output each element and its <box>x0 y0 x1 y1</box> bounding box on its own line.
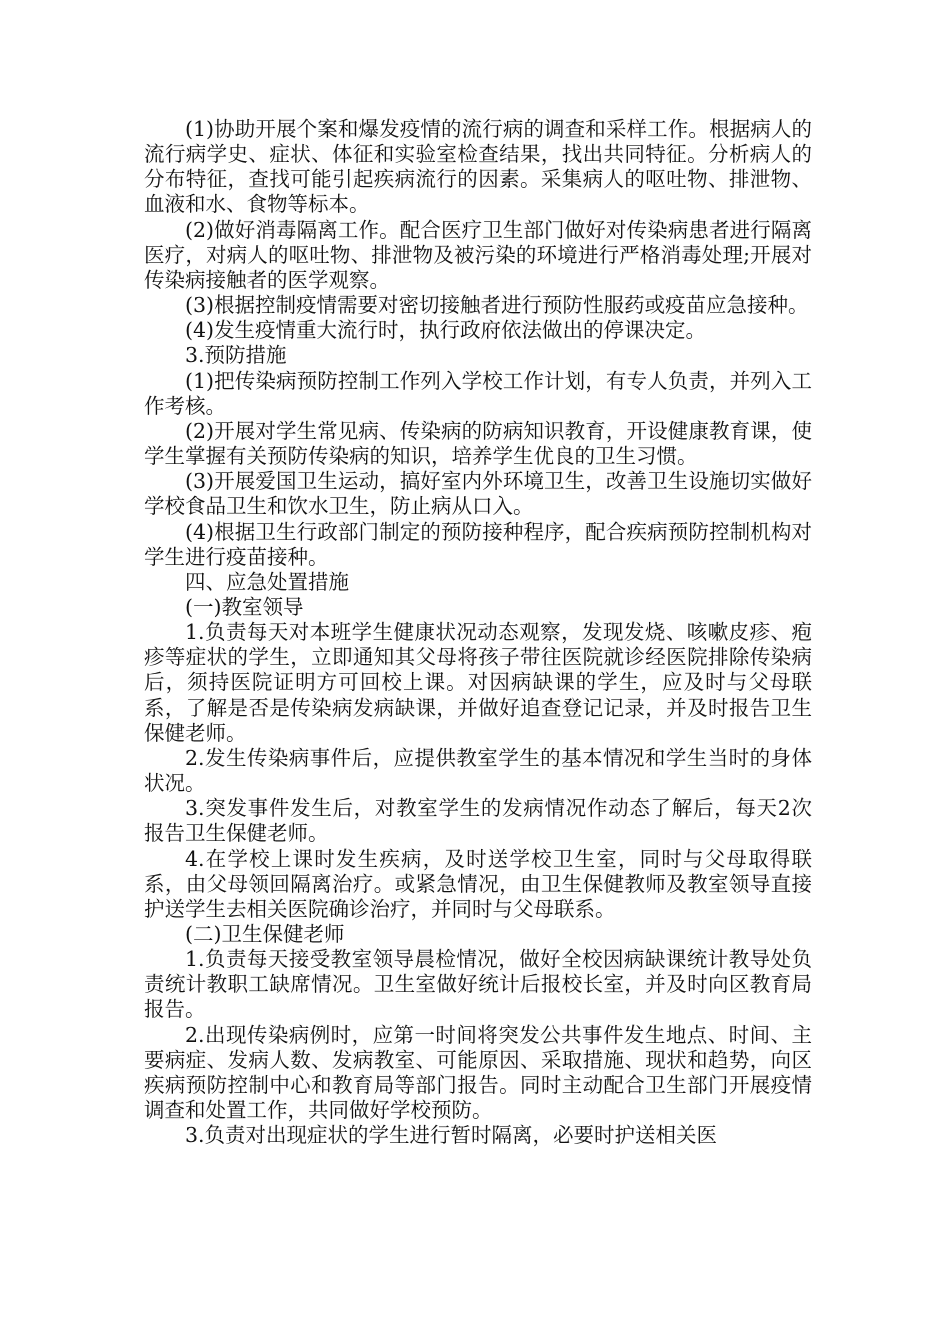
paragraph: 2.发生传染病事件后，应提供教室学生的基本情况和学生当时的身体状况。 <box>144 745 812 796</box>
paragraph: 2.出现传染病例时，应第一时间将突发公共事件发生地点、时间、主要病症、发病人数、发病教室、可能原因、采取措施、现状和趋势，向区疾病预防控制中心和教育局等部门报告。同时主动配合卫生部门开展疫情调查和处置工作，共同做好学校预防。 <box>144 1022 812 1123</box>
subsection-heading: (一)教室领导 <box>185 594 304 619</box>
paragraph: 4.在学校上课时发生疾病，及时送学校卫生室，同时与父母取得联系，由父母领回隔离治疗。或紧急情况，由卫生保健教师及教室领导直接护送学生去相关医院确诊治疗，并同时与父母联系。 <box>144 846 812 921</box>
paragraph: (3)根据控制疫情需要对密切接触者进行预防性服药或疫苗应急接种。 <box>185 293 809 318</box>
paragraph: 1.负责每天对本班学生健康状况动态观察，发现发烧、咳嗽皮疹、疱疹等症状的学生，立即通知其父母将孩子带往医院就诊经医院排除传染病后，须持医院证明方可回校上课。对因病缺课的学生，应及时与父母联系，了解是否是传染病发病缺课，并做好追查登记记录，并及时报告卫生保健老师。 <box>144 620 812 745</box>
document-page <box>144 117 812 1148</box>
paragraph: (1)协助开展个案和爆发疫情的流行病的调查和采样工作。根据病人的流行病学史、症状、体征和实验室检查结果，找出共同特征。分析病人的分布特征，查找可能引起疾病流行的因素。采集病人的呕吐物、排泄物、血液和水、食物等标本。 <box>144 117 812 217</box>
paragraph: (3)开展爱国卫生运动，搞好室内外环境卫生，改善卫生设施切实做好学校食品卫生和饮水卫生，防止病从口入。 <box>144 469 812 519</box>
paragraph: (1)把传染病预防控制工作列入学校工作计划，有专人负责，并列入工作考核。 <box>144 368 812 418</box>
subsection-heading: (二)卫生保健老师 <box>185 922 345 946</box>
paragraph: (4)发生疫情重大流行时，执行政府依法做出的停课决定。 <box>185 318 707 343</box>
section-heading: 3.预防措施 <box>185 343 287 368</box>
paragraph: (2)做好消毒隔离工作。配合医疗卫生部门做好对传染病患者进行隔离医疗，对病人的呕吐物、排泄物及被污染的环境进行严格消毒处理;开展对传染病接触者的医学观察。 <box>144 217 812 292</box>
paragraph: (4)根据卫生行政部门制定的预防接种程序，配合疾病预防控制机构对学生进行疫苗接种。 <box>144 519 812 569</box>
paragraph: 1.负责每天接受教室领导晨检情况，做好全校因病缺课统计教导处负责统计教职工缺席情况。卫生室做好统计后报校长室，并及时向区教育局报告。 <box>144 947 812 1022</box>
section-heading: 四、应急处置措施 <box>185 569 349 594</box>
paragraph: (2)开展对学生常见病、传染病的防病知识教育，开设健康教育课，使学生掌握有关预防传染病的知识，培养学生优良的卫生习惯。 <box>144 418 812 469</box>
paragraph: 3.突发事件发生后，对教室学生的发病情况作动态了解后，每天2次报告卫生保健老师。 <box>144 796 812 846</box>
paragraph: 3.负责对出现症状的学生进行暂时隔离，必要时护送相关医 <box>185 1123 718 1148</box>
